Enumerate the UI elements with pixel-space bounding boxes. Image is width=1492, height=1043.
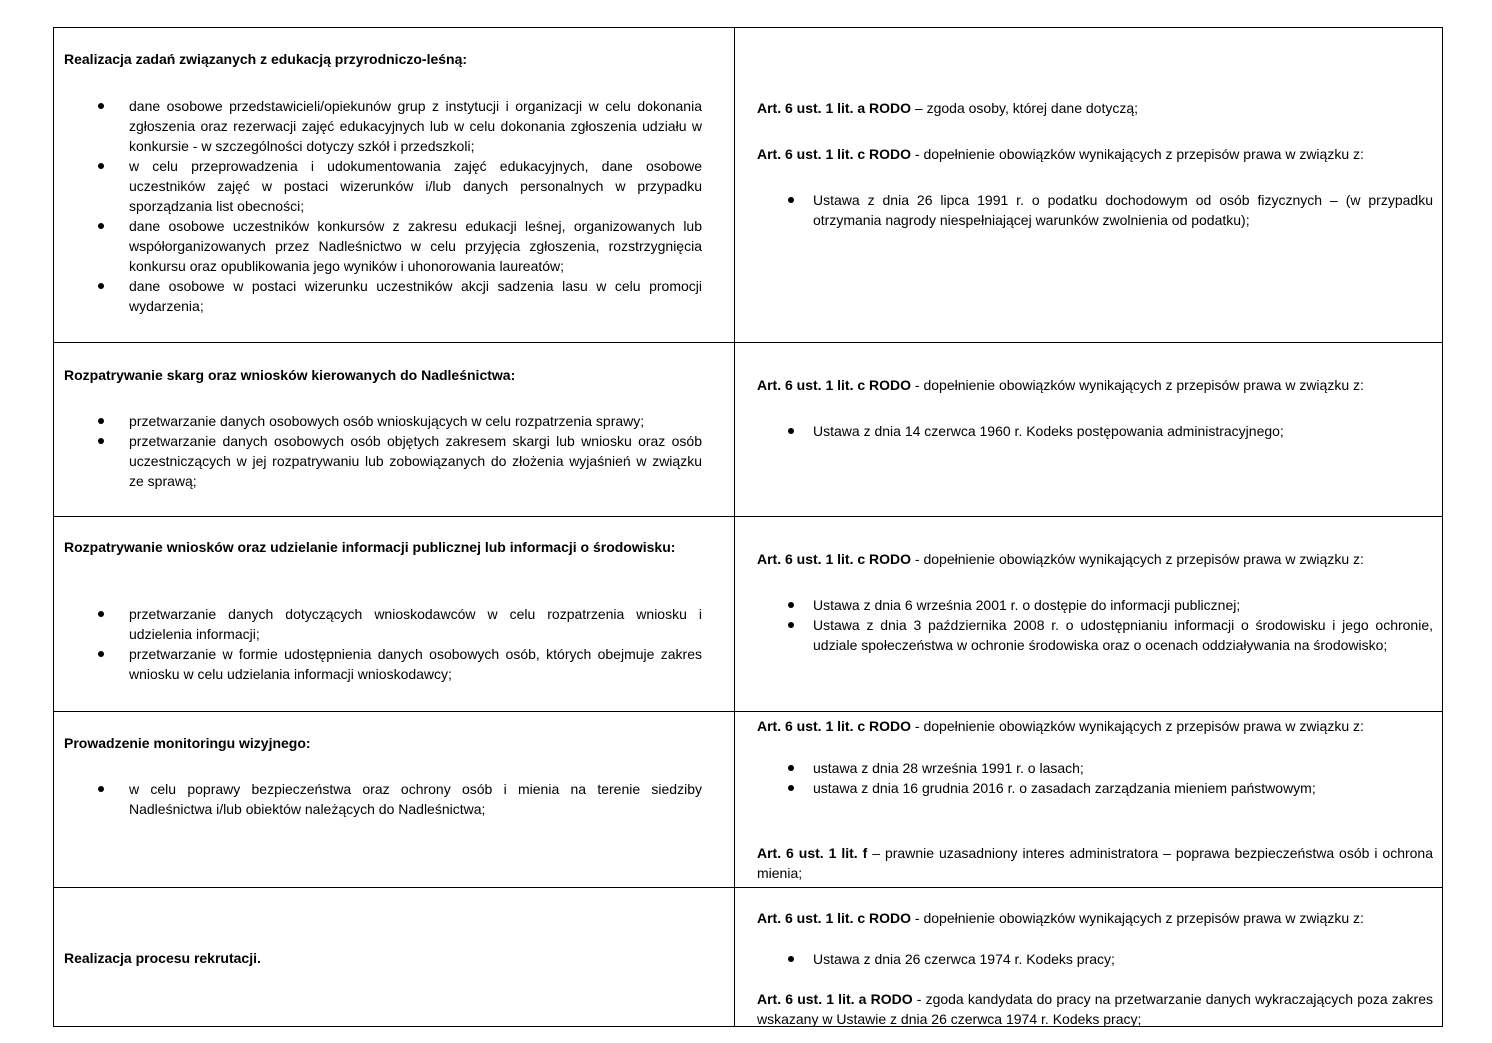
bullet-icon <box>98 223 104 229</box>
legal-acts-list <box>757 595 1433 655</box>
purpose-list <box>64 96 702 316</box>
list-item: Ustawa z dnia 26 czerwca 1974 r. Kodeks pracy; <box>757 949 1433 969</box>
legal-basis-paragraph: Art. 6 ust. 1 lit. c RODO - dopełnienie obowiązków wynikających z przepisów prawa w związku z: <box>757 910 1364 926</box>
purpose-title: Rozpatrywanie skarg oraz wniosków kierowanych do Nadleśnictwa: <box>64 367 516 383</box>
list-item: ustawa z dnia 16 grudnia 2016 r. o zasadach zarządzania mieniem państwowym; <box>757 778 1433 798</box>
table-row-edukacja <box>54 28 1442 342</box>
bullet-icon <box>98 103 104 109</box>
legal-basis-paragraph: Art. 6 ust. 1 lit. c RODO - dopełnienie obowiązków wynikających z przepisów prawa w związku z: <box>757 718 1364 734</box>
legal-acts-list <box>757 421 1433 441</box>
list-item: ustawa z dnia 28 września 1991 r. o lasach; <box>757 758 1433 778</box>
list-item: przetwarzanie danych dotyczących wnioskodawców w celu rozpatrzenia wniosku i udzielenia informacji; <box>64 604 702 644</box>
bullet-icon <box>98 786 104 792</box>
rodo-table <box>53 27 1443 1027</box>
bullet-icon <box>788 785 794 791</box>
purpose-list <box>64 779 702 819</box>
purpose-list <box>64 604 702 684</box>
bullet-icon <box>788 956 794 962</box>
purpose-cell <box>54 712 735 887</box>
purpose-cell <box>54 343 735 516</box>
list-item: Ustawa z dnia 3 października 2008 r. o udostępnianiu informacji o środowisku i jego ochronie, udziale społeczeństwa w ochronie środowiska oraz o ocenach oddziaływania na środowisko; <box>757 615 1433 655</box>
table-row-informacja-publiczna <box>54 516 1442 711</box>
table-row-monitoring <box>54 711 1442 887</box>
bullet-icon <box>788 602 794 608</box>
purpose-cell <box>54 28 735 342</box>
legal-basis-cell <box>735 712 1442 887</box>
list-item: dane osobowe przedstawicieli/opiekunów grup z instytucji i organizacji w celu dokonania zgłoszenia oraz rezerwacji zajęć edukacyjnych lub w celu dokonania zgłoszenia udziału w konkursie - w szczególności dotyczy szkół i przedszkoli; <box>64 96 702 156</box>
bullet-icon <box>788 765 794 771</box>
purpose-title: Rozpatrywanie wniosków oraz udzielanie informacji publicznej lub informacji o środowisku: <box>64 539 676 555</box>
purpose-list <box>64 411 702 491</box>
legal-basis-paragraph: Art. 6 ust. 1 lit. c RODO - dopełnienie obowiązków wynikających z przepisów prawa w związku z: <box>757 551 1364 567</box>
legal-basis-paragraph: Art. 6 ust. 1 lit. a RODO - zgoda kandydata do pracy na przetwarzanie danych wykraczających poza zakres wskazany w Ustawie z dnia 26 czerwca 1974 r. Kodeks pracy; <box>757 991 1433 1026</box>
list-item: Ustawa z dnia 14 czerwca 1960 r. Kodeks postępowania administracyjnego; <box>757 421 1433 441</box>
list-item: dane osobowe w postaci wizerunku uczestników akcji sadzenia lasu w celu promocji wydarzenia; <box>64 276 702 316</box>
bullet-icon <box>98 418 104 424</box>
bullet-icon <box>788 428 794 434</box>
list-item: w celu przeprowadzenia i udokumentowania zajęć edukacyjnych, dane osobowe uczestników zajęć w postaci wizerunków i/lub danych personalnych w przypadku sporządzania list obecności; <box>64 156 702 216</box>
bullet-icon <box>98 611 104 617</box>
purpose-title: Realizacja procesu rekrutacji. <box>64 950 261 966</box>
bullet-icon <box>98 651 104 657</box>
purpose-title: Prowadzenie monitoringu wizyjnego: <box>64 735 311 751</box>
list-item: przetwarzanie danych osobowych osób objętych zakresem skargi lub wniosku oraz osób uczestniczących w jej rozpatrywaniu lub zobowiązanych do złożenia wyjaśnień w związku ze sprawą; <box>64 431 702 491</box>
list-item: w celu poprawy bezpieczeństwa oraz ochrony osób i mienia na terenie siedziby Nadleśnictwa i/lub obiektów należących do Nadleśnictwa; <box>64 779 702 819</box>
bullet-icon <box>98 163 104 169</box>
legal-acts-list <box>757 758 1433 798</box>
bullet-icon <box>788 622 794 628</box>
legal-basis-cell <box>735 888 1442 1026</box>
bullet-icon <box>98 283 104 289</box>
purpose-title: Realizacja zadań związanych z edukacją przyrodniczo-leśną: <box>64 51 468 67</box>
purpose-cell <box>54 517 735 711</box>
list-item: przetwarzanie danych osobowych osób wnioskujących w celu rozpatrzenia sprawy; <box>64 411 702 431</box>
list-item: Ustawa z dnia 26 lipca 1991 r. o podatku dochodowym od osób fizycznych – (w przypadku otrzymania nagrody niespełniającej warunków zwolnienia od podatku); <box>757 190 1433 230</box>
legal-basis-paragraph: Art. 6 ust. 1 lit. f – prawnie uzasadniony interes administratora – poprawa bezpieczeństwa osób i ochrona mienia; <box>757 845 1433 881</box>
legal-basis-cell <box>735 517 1442 711</box>
list-item: przetwarzanie w formie udostępnienia danych osobowych osób, których obejmuje zakres wniosku w celu udzielania informacji wnioskodawcy; <box>64 644 702 684</box>
list-item: dane osobowe uczestników konkursów z zakresu edukacji leśnej, organizowanych lub współorganizowanych przez Nadleśnictwo w celu przyjęcia zgłoszenia, rozstrzygnięcia konkursu oraz opublikowania jego wyników i uhonorowania laureatów; <box>64 216 702 276</box>
legal-basis-paragraph: Art. 6 ust. 1 lit. c RODO - dopełnienie obowiązków wynikających z przepisów prawa w związku z: <box>757 146 1364 162</box>
legal-acts-list <box>757 949 1433 969</box>
legal-acts-list <box>757 190 1433 230</box>
table-row-rekrutacja <box>54 887 1442 1026</box>
bullet-icon <box>98 438 104 444</box>
list-item: Ustawa z dnia 6 września 2001 r. o dostępie do informacji publicznej; <box>757 595 1433 615</box>
legal-basis-cell <box>735 28 1442 342</box>
legal-basis-cell <box>735 343 1442 516</box>
bullet-icon <box>788 197 794 203</box>
purpose-cell <box>54 888 735 1026</box>
table-row-skargi <box>54 342 1442 516</box>
legal-basis-paragraph: Art. 6 ust. 1 lit. c RODO - dopełnienie obowiązków wynikających z przepisów prawa w związku z: <box>757 377 1364 393</box>
legal-basis-paragraph: Art. 6 ust. 1 lit. a RODO – zgoda osoby, której dane dotyczą; <box>757 100 1139 116</box>
